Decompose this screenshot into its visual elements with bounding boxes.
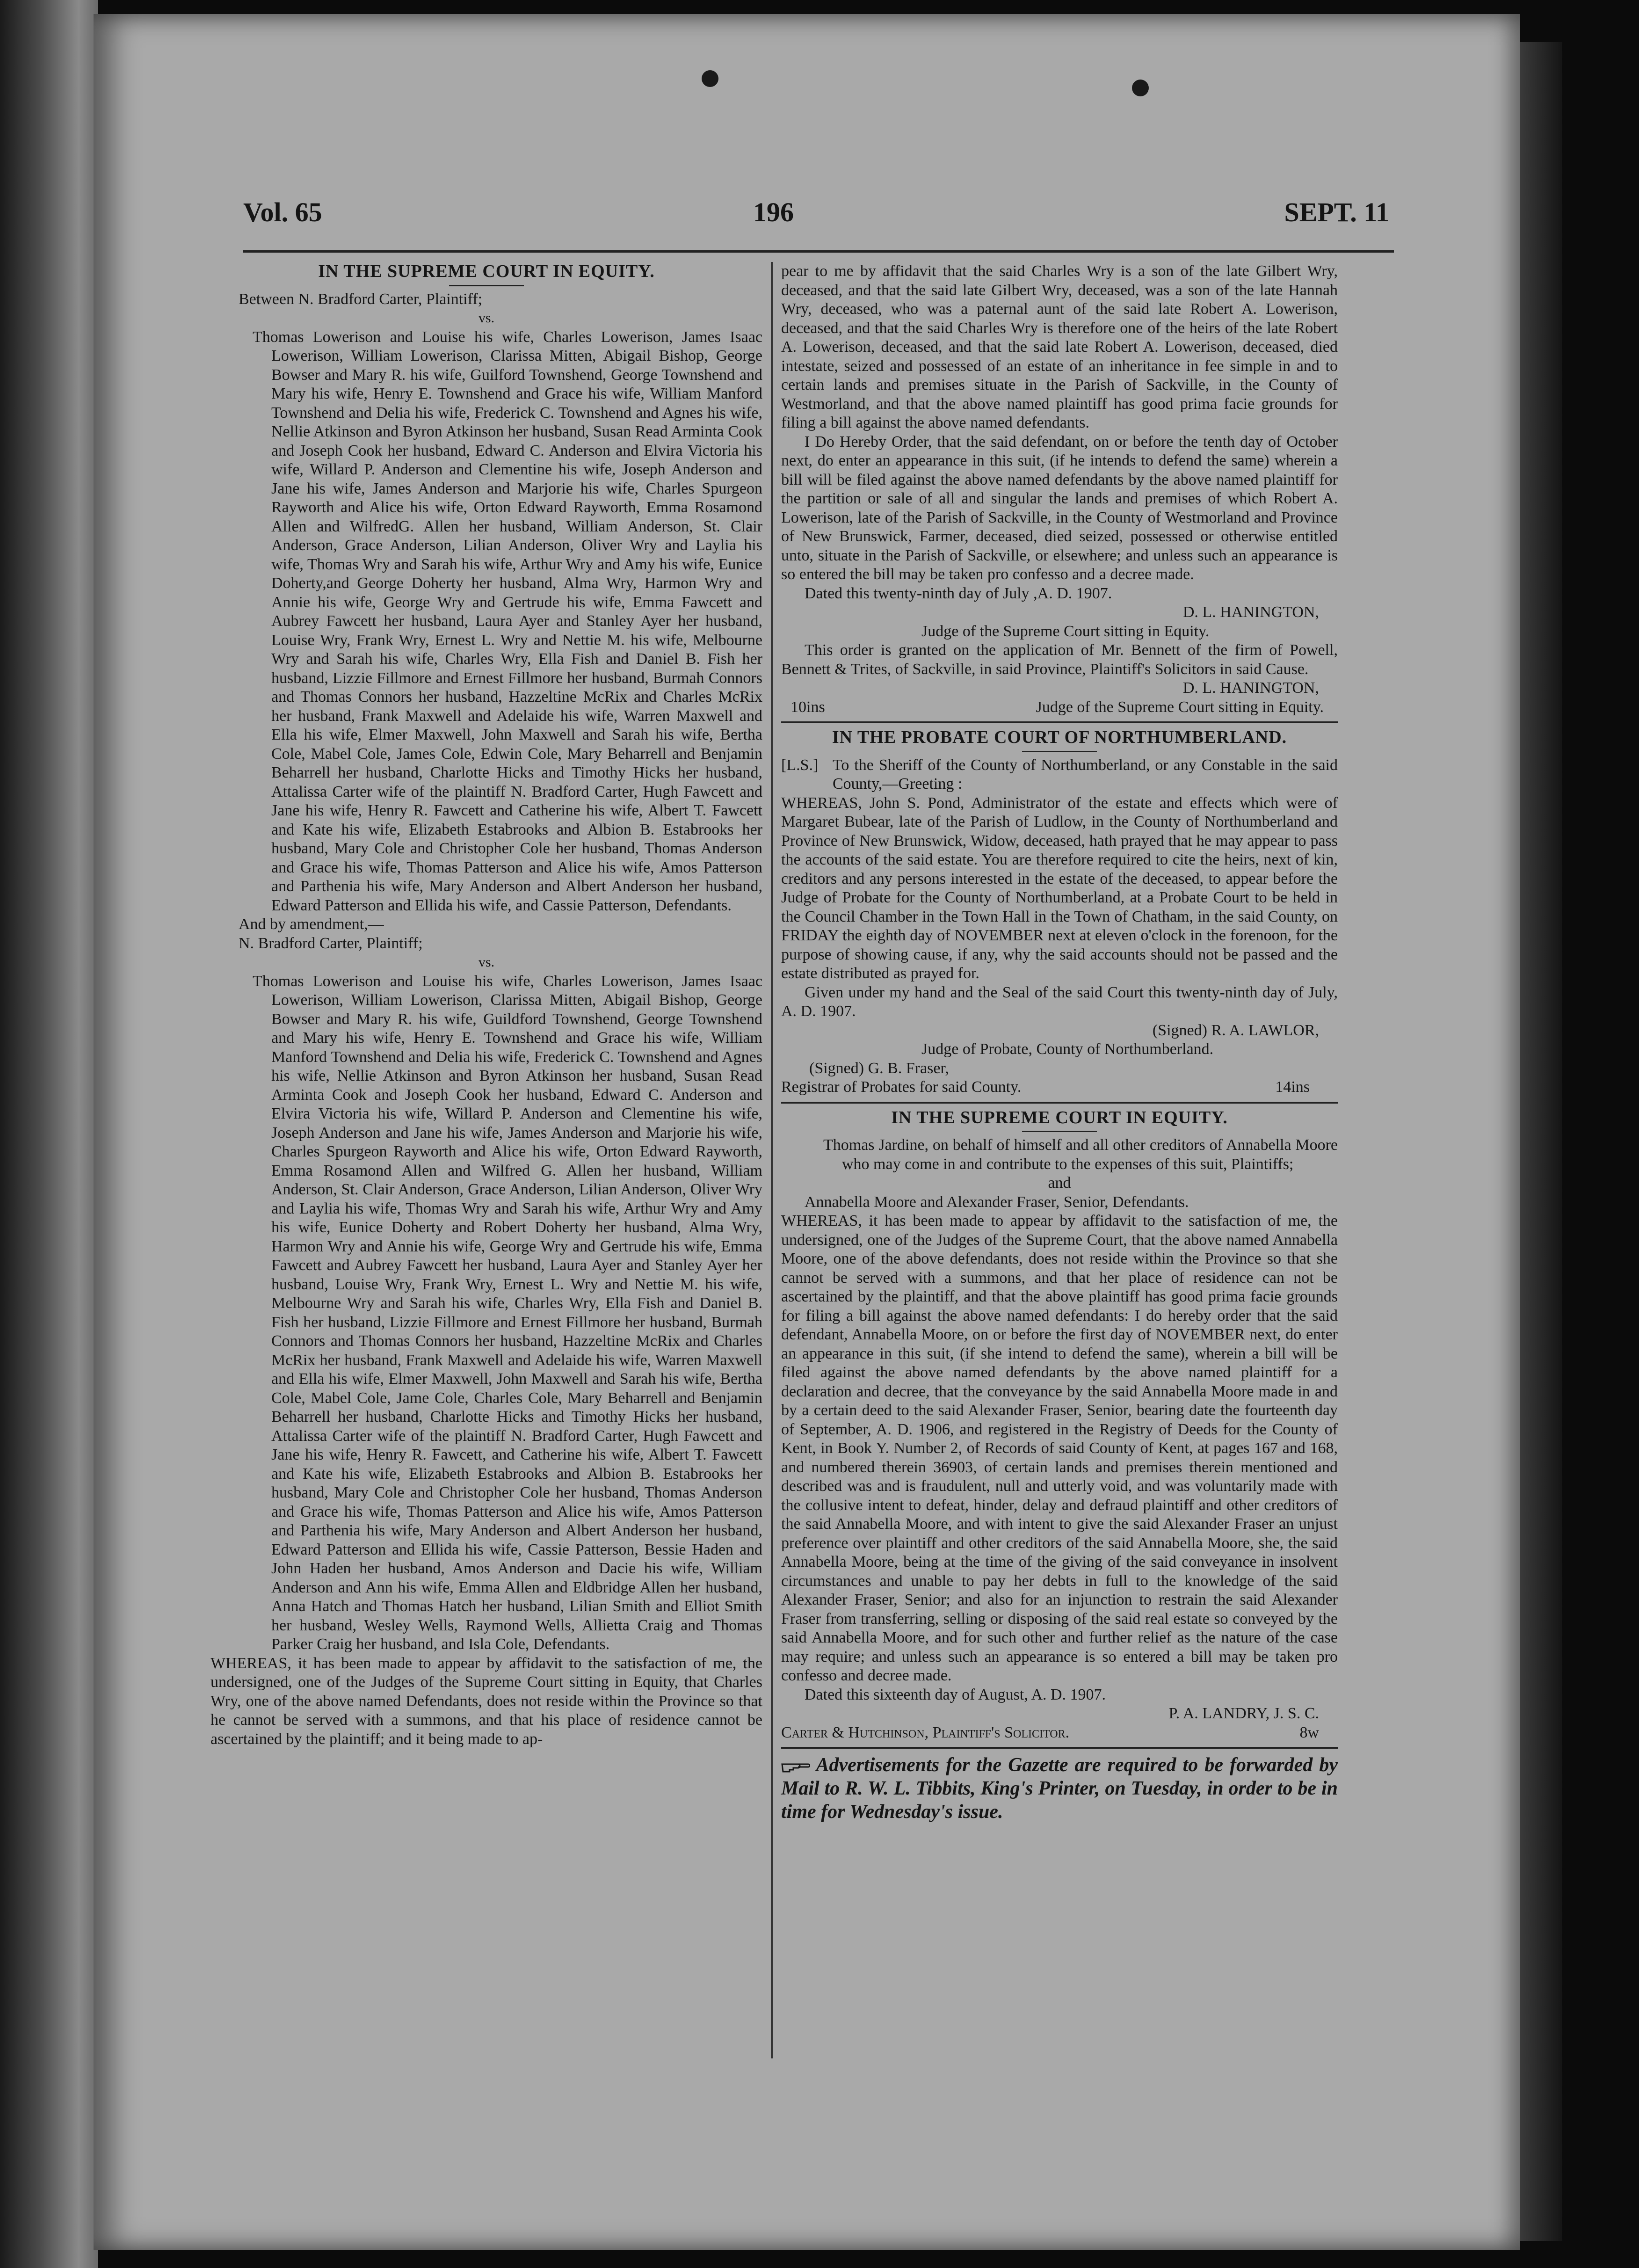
judge-title: Judge of the Supreme Court sitting in Equity. xyxy=(921,622,1210,640)
granted-paragraph: This order is granted on the application of Mr. Bennett of the firm of Powell, Bennett & Trites, of Sackville, in said Province, Plaintiff's Solicitors in said Cause. xyxy=(781,641,1338,678)
versus: vs. xyxy=(478,310,495,326)
page-edge xyxy=(1520,42,1562,2241)
page-header xyxy=(145,196,1389,253)
judge-signature: D. L. HANINGTON, xyxy=(1182,603,1319,621)
between-line: Between N. Bradford Carter, Plaintiff; xyxy=(239,290,483,308)
registrar-signature: (Signed) G. B. Fraser, xyxy=(809,1059,949,1077)
and-line: and xyxy=(1048,1174,1071,1192)
notice-text: Advertisements for the Gazette are required to be forwarded by Mail to R. W. L. Tibbits, King's Printer, on Tuesday, in order to be in time for Wednesday's issue. xyxy=(781,1754,1338,1823)
insertions-count: 8w xyxy=(1299,1723,1319,1741)
probate-judge-title: Judge of Probate, County of Northumberland. xyxy=(921,1040,1214,1058)
page-number: 196 xyxy=(753,197,794,227)
equity2-dated: Dated this sixteenth day of August, A. D. 1907. xyxy=(805,1686,1106,1703)
equity2-defendants: Annabella Moore and Alexander Fraser, Senior, Defendants. xyxy=(805,1193,1189,1211)
section-rule xyxy=(781,721,1338,723)
section-rule xyxy=(781,1747,1338,1749)
insertions-count: 14ins xyxy=(1275,1078,1310,1096)
defendants-list: Thomas Lowerison and Louise his wife, Charles Lowerison, James Isaac Lowerison, William Lowerison, Clarissa Mitten, Abigail Bishop, George Bowser and Mary R. his wife, Guilford Townshend, George Townshend and Mary his wife, Henry E. Townshend and Grace his wife, William Manford Townshend and Delia his wife, Frederick C. Townshend and Agnes his wife, Nellie Atkinson and Byron Atkinson her husband, Susan Read Arminta Cook and Joseph Cook her husband, Edward C. Anderson and Elvira Victoria his wife, Willard P. Anderson and Clementine his wife, Joseph Anderson and Jane his wife, James Anderson and Marjorie his wife, Charles Spurgeon Rayworth and Alice his wife, Orton Edward Rayworth, Emma Rosamond Allen and WilfredG. Allen her husband, William Anderson, St. Clair Anderson, Grace Anderson, Lilian Anderson, Oliver Wry and Laylia his wife, Thomas Wry and Sarah his wife, Arthur Wry and Amy his wife, Eunice Doherty,and George Doherty her husband, Alma Wry, Harmon Wry and Annie his wife, George Wry and Gertrude his wife, Emma Fawcett and Aubrey Fawcett her husband, Laura Ayer and Stanley Ayer her husband, Louise Wry, Frank Wry, Ernest L. Wry and Nettie M. his wife, Melbourne Wry and Sarah his wife, Charles Wry, Ella Fish and Daniel B. Fish her husband, Lizzie Fillmore and Ernest Fillmore her husband, Burmah Connors and Thomas Connors her husband, Hazzeltine McRix and Charles McRix her husband, Frank Maxwell and Adelaide his wife, Warren Maxwell and Ella his wife, Elmer Maxwell, John Maxwell and Sarah his wife, Bertha Cole, Mabel Cole, James Cole, Edwin Cole, Mary Beharrell and Benjamin Beharrell her husband, Charlotte Hicks and Timothy Hicks her husband, Attalissa Carter wife of the plaintiff N. Bradford Carter, Hugh Fawcett and Jane his wife, Henry R. Fawcett and Catherine his wife, Albert T. Fawcett and Kate his wife, Elizabeth Estabrooks and Albion B. Estabrooks her husband, Mary Cole and Christopher Cole her husband, Thomas Anderson and Grace his wife, Thomas Patterson and Alice his wife, Amos Patterson and Parthenia his wife, Mary Anderson and Albert Anderson her husband, Edward Patterson and Ellida his wife, and Cassie Patterson, Defendants. xyxy=(253,328,762,914)
left-column xyxy=(210,262,762,1749)
gazette-notice xyxy=(781,1753,1338,1824)
binding-hole xyxy=(1132,80,1149,96)
short-rule xyxy=(1022,751,1097,752)
versus: vs. xyxy=(478,954,495,970)
volume-label: Vol. 65 xyxy=(243,197,322,227)
header-rule xyxy=(243,250,1394,253)
left-book-page xyxy=(0,0,98,2268)
probate-to: To the Sheriff of the County of Northumberland, or any Constable in the said County,—Greeting : xyxy=(833,756,1338,792)
registrar-line xyxy=(781,1078,1338,1097)
equity2-parties: Thomas Jardine, on behalf of himself and all other creditors of Annabella Moore who may come in and contribute to the expenses of this suit, Plaintiffs; xyxy=(823,1136,1338,1173)
whereas-paragraph: WHEREAS, it has been made to appear by affidavit to the satisfaction of me, the undersigned, one of the Judges of the Supreme Court sitting in Equity, that Charles Wry, one of the above named Defendants, does not reside within the Province so that he cannot be served with a summons, and that his place of residence cannot be ascertained by the plaintiff; and it being made to ap- xyxy=(210,1654,762,1748)
equity-heading-2: IN THE SUPREME COURT IN EQUITY. xyxy=(891,1107,1228,1127)
column-divider xyxy=(771,262,773,2058)
seal-mark: [L.S.] xyxy=(781,756,819,774)
registrar-title: Registrar of Probates for said County. xyxy=(781,1078,1022,1096)
continuation-paragraph: pear to me by affidavit that the said Charles Wry is a son of the late Gilbert Wry, deceased, and that the said late Gilbert Wry, deceased, was a son of the late Hannah Wry, deceased, who was a paternal aunt of the said late Robert A. Lowerison, deceased, and that the said Charles Wry is therefore one of the heirs of the late Robert A. Lowerison, deceased, and that the said late Robert A. Lowerison, deceased, died intestate, seized and possessed of an estate of an inheritance in fee simple in and to certain lands and premises situate in the Parish of Sackville, in the County of Westmorland, and that the above named plaintiff has good prima facie grounds for filing a bill against the above named defendants. xyxy=(781,262,1338,431)
judge-title: Judge of the Supreme Court sitting in Equity. xyxy=(1036,698,1324,716)
short-rule xyxy=(449,285,524,286)
solicitor-name: Carter & Hutchinson, Plaintiff's Solicitor. xyxy=(781,1723,1070,1741)
section-rule xyxy=(781,1102,1338,1104)
probate-heading: IN THE PROBATE COURT OF NORTHUMBERLAND. xyxy=(832,727,1287,747)
short-rule xyxy=(1022,1131,1097,1132)
probate-given: Given under my hand and the Seal of the said Court this twenty-ninth day of July, A. D. 1907. xyxy=(781,983,1338,1020)
equity2-judge: P. A. LANDRY, J. S. C. xyxy=(1168,1705,1319,1722)
issue-date: SEPT. 11 xyxy=(1284,197,1389,227)
plaintiff-line: N. Bradford Carter, Plaintiff; xyxy=(239,934,423,952)
binding-hole xyxy=(702,70,718,87)
pointing-hand-icon xyxy=(781,1759,810,1774)
dated-line: Dated this twenty-ninth day of July ,A. D. 1907. xyxy=(805,584,1112,602)
probate-address xyxy=(781,756,1338,794)
amendment-line: And by amendment,— xyxy=(239,916,384,933)
equity2-whereas: WHEREAS, it has been made to appear by affidavit to the satisfaction of me, the undersigned, one of the Judges of the Supreme Court, that the above named Annabella Moore, one of the above defendants, does not reside within the Province so that she cannot be served with a summons, and that her place of residence can not be ascertained by the plaintiff, and that the above plaintiff has good prima facie grounds for filing a bill against the above named defendants: I do hereby order that the said defendant, Annabella Moore, on or before the first day of NOVEMBER next, do enter an appearance in this suit, (if she intend to defend the same), wherein a bill will be filed against the above named defendants by the above named plaintiff for a declaration and decree, that the conveyance by the said Annabella Moore made in and by a certain deed to the said Alexander Fraser, Senior, bearing date the fourteenth day of September, A. D. 1906, and registered in the Registry of Deeds for the County of Kent, in Book Y. Number 2, of Records of said County of Kent, at pages 167 and 168, and numbered therein 36903, of certain lands and premises therein mentioned and described was and is fraudulent, null and utterly void, and was voluntarily made with the collusive intent to defeat, hinder, delay and defraud plaintiff and other creditors of the said Annabella Moore, and with intent to give the said Alexander Fraser an unjust preference over plaintiff and other creditors of the said Annabella Moore, she, the said Annabella Moore, being at the time of the giving of the said conveyance in insolvent circumstances and unable to pay her debts in full to the knowledge of the said Alexander Fraser, Senior; and also for an injunction to restrain the said Alexander Fraser from transferring, selling or disposing of the said real estate so conveyed by the said Annabella Moore, and for such other and further relief as the nature of the case may require; and unless such an appearance is so entered a bill may be taken pro confesso and decree made. xyxy=(781,1212,1338,1684)
probate-whereas: WHEREAS, John S. Pond, Administrator of the estate and effects which were of Margaret Bubear, late of the Parish of Ludlow, in the County of Northumberland and Province of New Brunswick, Widow, deceased, hath prayed that he may appear to pass the accounts of the said estate. You are therefore required to cite the heirs, next of kin, creditors and any persons interested in the estate of the deceased, to appear before the Judge of Probate for the County of Northumberland, at a Probate Court to be held in the Council Chamber in the Town Hall in the Town of Chatham, in the said County, on FRIDAY the eighth day of NOVEMBER next at eleven o'clock in the forenoon, for the purpose of showing cause, if any, why the said accounts should not be passed and the estate distributed as prayed for. xyxy=(781,794,1338,982)
amended-defendants-list: Thomas Lowerison and Louise his wife, Charles Lowerison, James Isaac Lowerison, William Lowerison, Clarissa Mitten, Abigail Bishop, George Bowser and Mary R. his wife, Guildford Townshend, George Townshend and Mary his wife, Henry E. Townshend and Grace his wife, William Manford Townshend and Delia his wife, Frederick C. Townshend and Agnes his wife, Nellie Atkinson and Byron Atkinson her husband, Susan Read Arminta Cook and Joseph Cook her husband, Edward C. Anderson and Elvira Victoria his wife, Willard P. Anderson and Clementine his wife, Joseph Anderson and Jane his wife, James Anderson and Marjorie his wife, Charles Spurgeon Rayworth and Alice his wife, Orton Edward Rayworth, Emma Rosamond Allen and Wilfred G. Allen her husband, William Anderson, St. Clair Anderson, Grace Anderson, Lilian Anderson, Oliver Wry and Laylia his wife, Thomas Wry and Sarah his wife, Arthur Wry and Amy his wife, Eunice Doherty and Robert Doherty her husband, Alma Wry, Harmon Wry and Annie his wife, George Wry and Gertrude his wife, Emma Fawcett and Aubrey Fawcett her husband, Laura Ayer and Stanley Ayer her husband, Louise Wry, Frank Wry, Ernest L. Wry and Nettie M. his wife, Melbourne Wry and Sarah his wife, Charles Wry, Ella Fish and Daniel B. Fish her husband, Lizzie Fillmore and Ernest Fillmore her husband, Burmah Connors and Thomas Connors her husband, Hazzeltine McRix and Charles McRix her husband, Frank Maxwell and Adelaide his wife, Warren Maxwell and Ella his wife, Elmer Maxwell, John Maxwell and Sarah his wife, Bertha Cole, Mabel Cole, Jame Cole, Charles Cole, Mary Beharrell and Benjamin Beharrell her husband, Charlotte Hicks and Timothy Hicks her husband, Attalissa Carter wife of the plaintiff N. Bradford Carter, Hugh Fawcett and Jane his wife, Henry R. Fawcett, and Catherine his wife, Albert T. Fawcett and Kate his wife, Elizabeth Estabrooks and Albion B. Estabrooks her husband, Mary Cole and Christopher Cole her husband, Thomas Anderson and Grace his wife, Thomas Patterson and Alice his wife, Amos Patterson and Parthenia his wife, Mary Anderson and Albert Anderson her husband, Edward Patterson and Ellida his wife, Cassie Patterson, Bessie Haden and John Haden her husband, Amos Anderson and Dacie his wife, William Anderson and Ann his wife, Emma Allen and Eldbridge Allen her husband, Anna Hatch and Thomas Hatch her husband, Lilian Smith and Elliot Smith her husband, Wesley Wells, Raymond Wells, Allietta Craig and Thomas Parker Craig her husband, and Isla Cole, Defendants. xyxy=(253,972,762,1653)
insertions-count: 10ins xyxy=(790,698,825,716)
solicitor-line xyxy=(781,1723,1338,1743)
judge-signature: D. L. HANINGTON, xyxy=(1182,679,1319,697)
order-paragraph: I Do Hereby Order, that the said defendant, on or before the tenth day of October next, do enter an appearance in this suit, (if he intends to defend the same) wherein a bill will be filed against the above named defendants by the above named plaintiff for the partition or sale of all and singular the lands and premises of which Robert A. Lowerison, late of the Parish of Sackville, in the County of Westmorland and Province of New Brunswick, Farmer, deceased, died seized, possessed or otherwise entitled unto, situate in the Parish of Sackville, or elsewhere; and unless such an appearance is so entered the bill may be taken pro confesso and a decree made. xyxy=(781,433,1338,583)
probate-signature: (Signed) R. A. LAWLOR, xyxy=(1152,1021,1319,1039)
equity-heading: IN THE SUPREME COURT IN EQUITY. xyxy=(318,262,655,281)
right-column xyxy=(781,262,1338,1824)
signature-line xyxy=(781,698,1338,717)
